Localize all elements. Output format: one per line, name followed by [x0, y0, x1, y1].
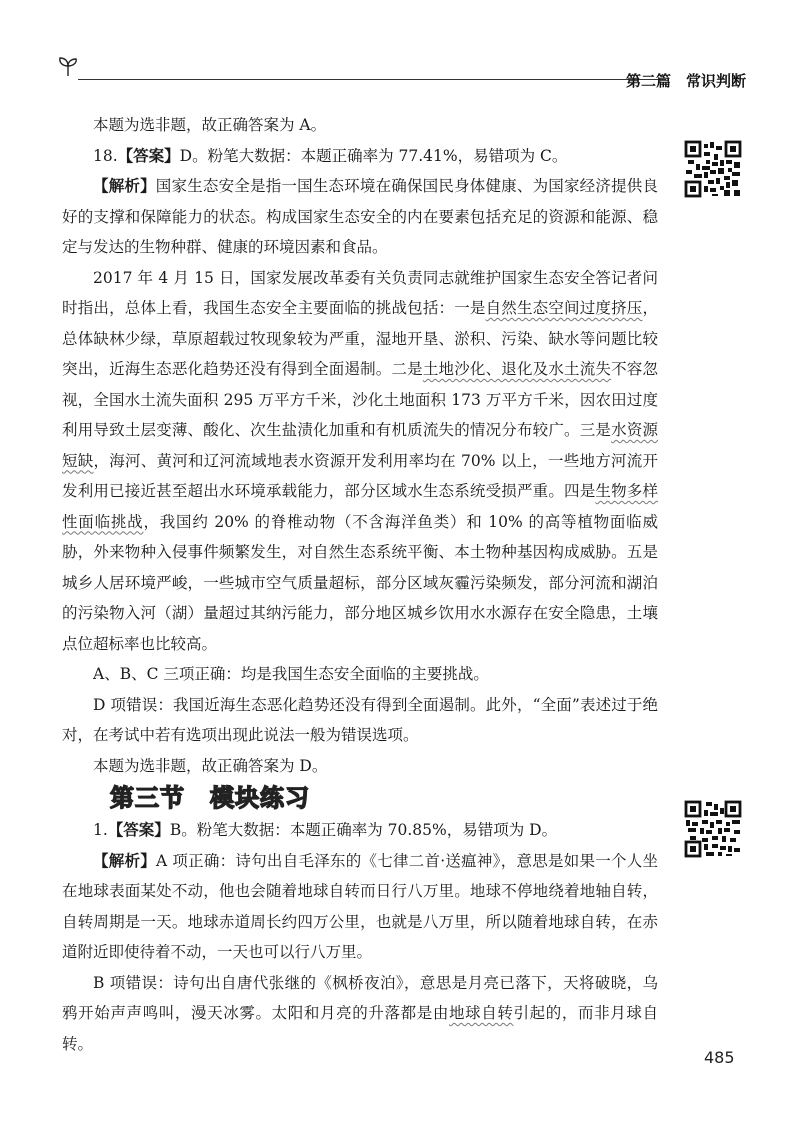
paragraph: B 项错误：诗句出自唐代张继的《枫桥夜泊》，意思是月亮已落下，天将破晓，乌鸦开始声声鸣叫，漫天冰雾。太阳和月亮的升落都是由地球自转引起的，而非月球自转。 — [62, 973, 658, 1053]
page-content — [62, 110, 658, 1059]
paragraph: 2017 年 4 月 15 日，国家发展改革委有关负责同志就维护国家生态安全答记者问时指出，总体上看，我国生态安全主要面临的挑战包括：一是自然生态空间过度挤压，总体缺林少绿，草原超载过牧现象较为严重，湿地开垦、淤积、污染、缺水等问题比较突出，近海生态恶化趋势还没有得到全面遏制。二是土地沙化、退化及水土流失不容忽视，全国水土流失面积 295 万平方千米，沙化土地面积 173 万平方千米，因农田过度利用导致土层变薄、酸化、次生盐渍化加重和有机质流失的情况分布较广。三是水资源短缺，海河、黄河和辽河流域地表水资源开发利用率均在 70% 以上，一些地方河流开发利用已接近甚至超出水环境承载能力，部分区域水生态系统受损严重。四是生物多样性面临挑战，我国约 20% 的脊椎动物（不含海洋鱼类）和 10% 的高等植物面临威胁，外来物种入侵事件频繁发生，对自然生态系统平衡、本土物种基因构成威胁。五是城乡人居环境严峻，一些城市空气质量超标，部分区域灰霾污染频发，部分河流和湖泊的污染物入河（湖）量超过其纳污能力，部分地区城乡饮用水水源存在安全隐患，土壤点位超标率也比较高。 — [62, 268, 658, 653]
paragraph: D 项错误：我国近海生态恶化趋势还没有得到全面遏制。此外，“全面”表述过于绝对，在考试中若有选项出现此说法一般为错误选项。 — [62, 695, 658, 744]
qr-code-icon — [684, 140, 742, 198]
analysis-paragraph: 【解析】国家生态安全是指一国生态环境在确保国民身体健康、为国家经济提供良好的支撑和保障能力的状态。构成国家生态安全的内在要素包括充足的资源和能源、稳定与发达的生物种群、健康的环境因素和食品。 — [62, 176, 658, 256]
analysis-paragraph: 【解析】A 项正确：诗句出自毛泽东的《七律二首·送瘟神》，意思是如果一个人坐在地球表面某处不动，他也会随着地球自转而日行八万里。地球不停地绕着地轴自转，自转周期是一天。地球赤道周长约四万公里，也就是八万里，所以随着地球自转，在赤道附近即使待着不动，一天也可以行八万里。 — [62, 850, 658, 961]
page-number: 485 — [704, 1048, 735, 1067]
header-rule — [78, 79, 666, 80]
page-header — [56, 56, 746, 90]
section-label: 第二篇 常识判断 — [625, 72, 746, 90]
answer-line: 1.【答案】B。粉笔大数据：本题正确率为 70.85%，易错项为 D。 — [93, 820, 558, 839]
qr-code-icon — [684, 800, 742, 858]
answer-line: 18.【答案】D。粉笔大数据：本题正确率为 77.41%，易错项为 C。 — [93, 145, 568, 165]
paragraph: A、B、C 三项正确：均是我国生态安全面临的主要挑战。 — [93, 665, 489, 683]
section-title: 第三节 模块练习 — [110, 784, 310, 812]
paragraph: 本题为选非题，故正确答案为 A。 — [93, 116, 327, 134]
sprout-icon — [56, 56, 84, 78]
paragraph: 本题为选非题，故正确答案为 D。 — [93, 756, 328, 775]
